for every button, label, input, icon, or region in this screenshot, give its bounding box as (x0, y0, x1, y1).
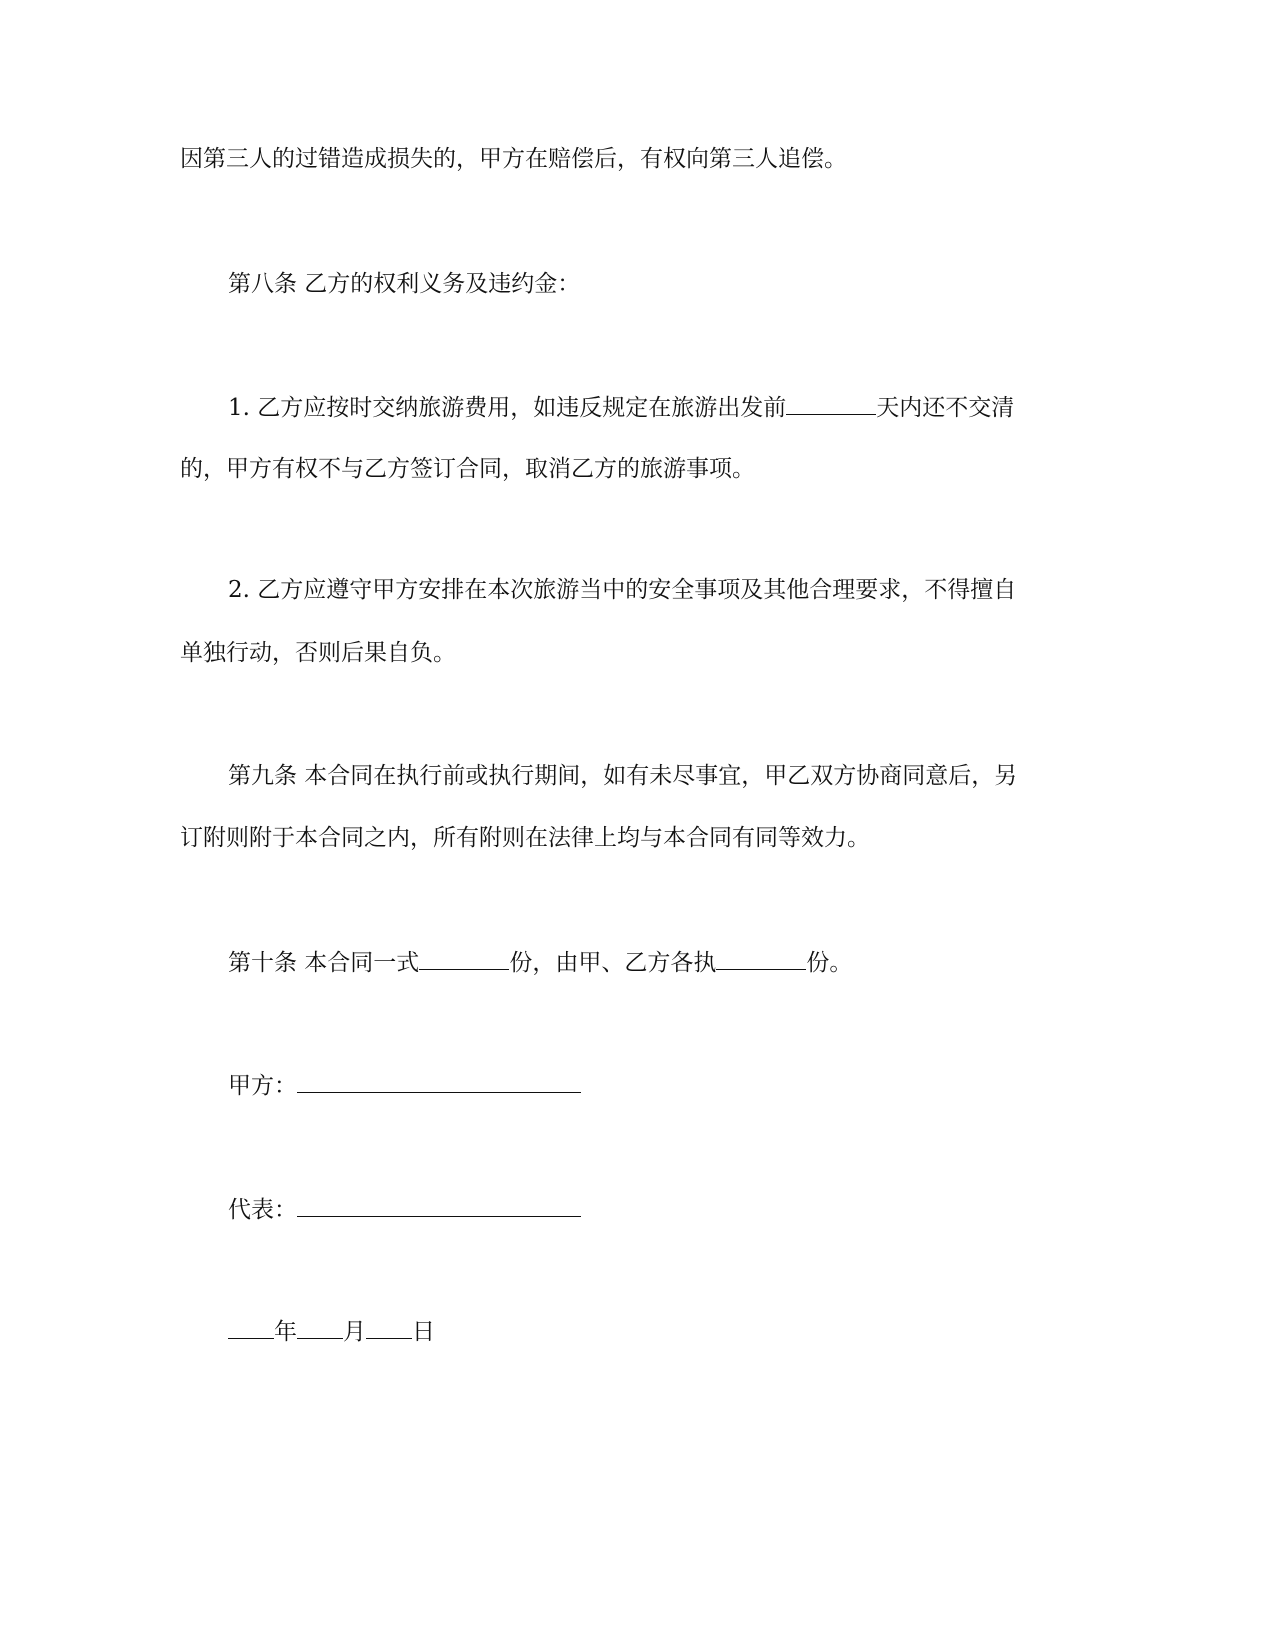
article-8-heading (228, 268, 580, 300)
day-label: 日 (412, 1319, 435, 1345)
representative-signature-line (228, 1192, 581, 1226)
day-blank (366, 1314, 412, 1339)
article-text: 份。 (806, 950, 853, 976)
month-label: 月 (343, 1319, 366, 1345)
item-text: 2. 乙方应遵守甲方安排在本次旅游当中的安全事项及其他合理要求，不得擅自 (228, 577, 1017, 603)
item-2-line-2 (180, 637, 456, 669)
article-text: 第十条 本合同一式 (228, 950, 420, 976)
item-text: 单独行动，否则后果自负。 (180, 640, 456, 666)
article-10 (228, 945, 852, 979)
copies-total-blank (419, 945, 509, 970)
party-a-signature-line (228, 1068, 581, 1102)
item-text: 天内还不交清 (876, 395, 1015, 421)
item-text: 1. 乙方应按时交纳旅游费用，如违反规定在旅游出发前 (228, 395, 787, 421)
copies-each-blank (716, 945, 806, 970)
item-2-line-1 (228, 574, 1016, 606)
article-9-line-1 (228, 760, 1017, 792)
date-line (228, 1314, 435, 1348)
article-text: 份，由甲、乙方各执 (509, 950, 717, 976)
paragraph-text: 因第三人的过错造成损失的，甲方在赔偿后，有权向第三人追偿。 (180, 146, 847, 172)
year-label: 年 (274, 1319, 297, 1345)
representative-signature-blank (297, 1192, 581, 1217)
party-a-signature-blank (297, 1068, 581, 1093)
heading-text: 第八条 乙方的权利义务及违约金： (228, 271, 581, 297)
days-blank (786, 390, 876, 415)
party-a-label: 甲方： (228, 1073, 297, 1099)
article-text: 订附则附于本合同之内，所有附则在法律上均与本合同有同等效力。 (180, 825, 870, 851)
item-1-line-2 (180, 453, 755, 485)
item-text: 的，甲方有权不与乙方签订合同，取消乙方的旅游事项。 (180, 456, 755, 482)
item-1-line-1 (228, 390, 1014, 424)
year-blank (228, 1314, 274, 1339)
representative-label: 代表： (228, 1197, 297, 1223)
article-9-line-2 (180, 822, 870, 854)
article-text: 第九条 本合同在执行前或执行期间，如有未尽事宜，甲乙双方协商同意后，另 (228, 763, 1018, 789)
month-blank (297, 1314, 343, 1339)
paragraph-third-party-liability (180, 143, 847, 175)
